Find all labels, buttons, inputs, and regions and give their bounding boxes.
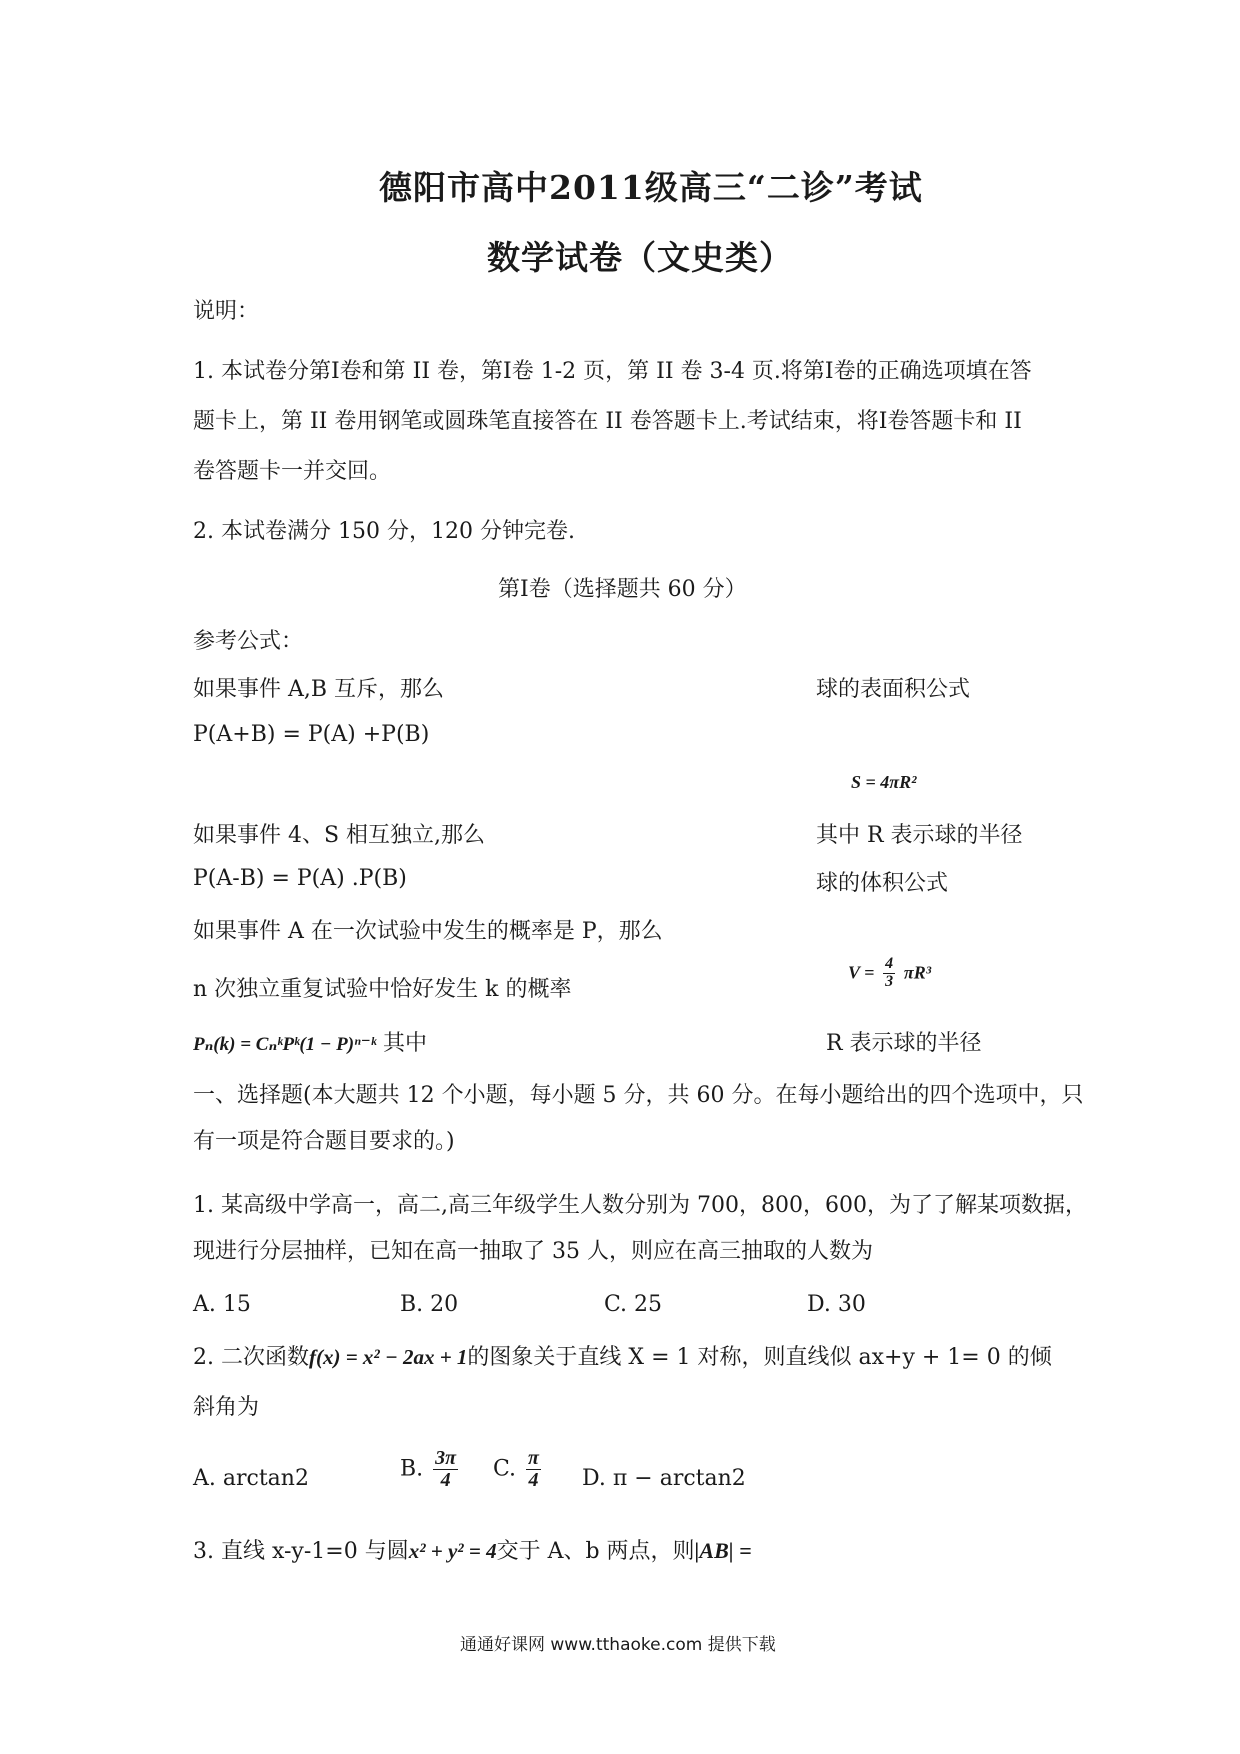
formula-right-3: 其中 R 表示球的半径 [816,823,1023,848]
notes-item1-line3: 卷答题卡一并交回。 [193,459,392,484]
question-2-option-d: D. π − arctan2 [582,1466,746,1491]
question-2-option-a: A. arctan2 [193,1466,309,1491]
question-2-prefix: 2. 二次函数 [193,1345,309,1370]
part1-intro-line2: 有一项是符合题目要求的。) [193,1129,455,1154]
formula-left-1: 如果事件 A,B 互斥，那么 [193,677,445,702]
page-title: 德阳市高中2011级高三“二诊”考试 [379,168,923,207]
sphere-area-formula: S = 4πR² [851,772,917,792]
question-1-option-d: D. 30 [807,1292,866,1317]
formulas-label: 参考公式： [193,629,304,654]
option-b-fraction [433,1448,458,1491]
question-2-rest: 的图象关于直线 X = 1 对称，则直线似 ax+y + 1= 0 的倾 [467,1345,1052,1370]
formula-right-4: 球的体积公式 [816,871,949,896]
page-footer: 通通好课网 www.tthaoke.com 提供下载 [460,1635,776,1655]
question-1-line1: 1. 某高级中学高一，高二,高三年级学生人数分别为 700，800，600，为了了解某项数据， [193,1193,1087,1218]
circle-equation: x² + y² = 4 [408,1539,497,1563]
section1-heading: 第Ⅰ卷（选择题共 60 分） [498,577,747,602]
formula-left-7 [193,1026,427,1057]
formula-right-6: R 表示球的半径 [826,1031,982,1056]
formula-left-5: 如果事件 A 在一次试验中发生的概率是 P，那么 [193,919,663,944]
sphere-volume-formula [848,956,931,991]
formula-left-4: P(A-B) = P(A) .P(B) [193,866,407,891]
binomial-formula: Pₙ(k) = CₙᵏPᵏ(1 − P)ⁿ⁻ᵏ [193,1034,377,1055]
notes-label: 说明： [193,299,260,324]
question-1-option-b: B. 20 [400,1292,459,1317]
notes-item1-line1: 1. 本试卷分第Ⅰ卷和第 II 卷，第Ⅰ卷 1-2 页，第 II 卷 3-4 页.将第Ⅰ卷的正确选项填在答 [193,359,1032,384]
question-2-option-c [493,1448,544,1491]
option-c-denominator: 4 [528,1469,539,1491]
question-3-line1 [193,1534,752,1565]
volume-lhs: V = [848,962,875,983]
quadratic-function: f(x) = x² − 2ax + 1 [308,1345,468,1369]
volume-rhs: πR³ [903,962,932,983]
page-subtitle: 数学试卷（文史类） [487,238,793,277]
formula-left-3: 如果事件 4、S 相互独立,那么 [193,823,486,848]
option-b-denominator: 4 [440,1469,451,1491]
option-b-label: B. [400,1456,424,1482]
volume-denominator: 3 [885,972,894,990]
volume-fraction [883,956,895,991]
formula-left-2: P(A+B) = P(A) +P(B) [193,722,430,747]
question-1-option-c: C. 25 [604,1292,663,1317]
notes-item2: 2. 本试卷满分 150 分，120 分钟完卷. [193,519,575,544]
question-2-option-b [400,1448,461,1491]
question-2-line2: 斜角为 [193,1395,260,1420]
segment-ab: |AB| = [694,1538,752,1563]
part1-intro-line1: 一、选择题(本大题共 12 个小题，每小题 5 分，共 60 分。在每小题给出的四个选项中，只 [193,1083,1084,1108]
question-1-line2: 现进行分层抽样，已知在高一抽取了 35 人，则应在高三抽取的人数为 [193,1239,873,1264]
formula-right-1: 球的表面积公式 [816,677,971,702]
question-2-line1 [193,1340,1052,1371]
formula-left-6: n 次独立重复试验中恰好发生 k 的概率 [193,977,572,1002]
option-c-fraction [526,1448,541,1491]
volume-numerator: 4 [885,955,894,972]
option-c-numerator: π [528,1447,539,1469]
binomial-formula-suffix: 其中 [383,1031,428,1056]
question-3-rest: 交于 A、b 两点，则 [496,1539,695,1564]
option-c-label: C. [493,1456,517,1482]
option-b-numerator: 3π [435,1447,457,1469]
notes-item1-line2: 题卡上，第 II 卷用钢笔或圆珠笔直接答在 II 卷答题卡上.考试结束，将Ⅰ卷答题卡和 II [193,409,1022,434]
question-3-prefix: 3. 直线 x-y-1=0 与圆 [193,1539,409,1564]
question-1-option-a: A. 15 [193,1292,251,1317]
